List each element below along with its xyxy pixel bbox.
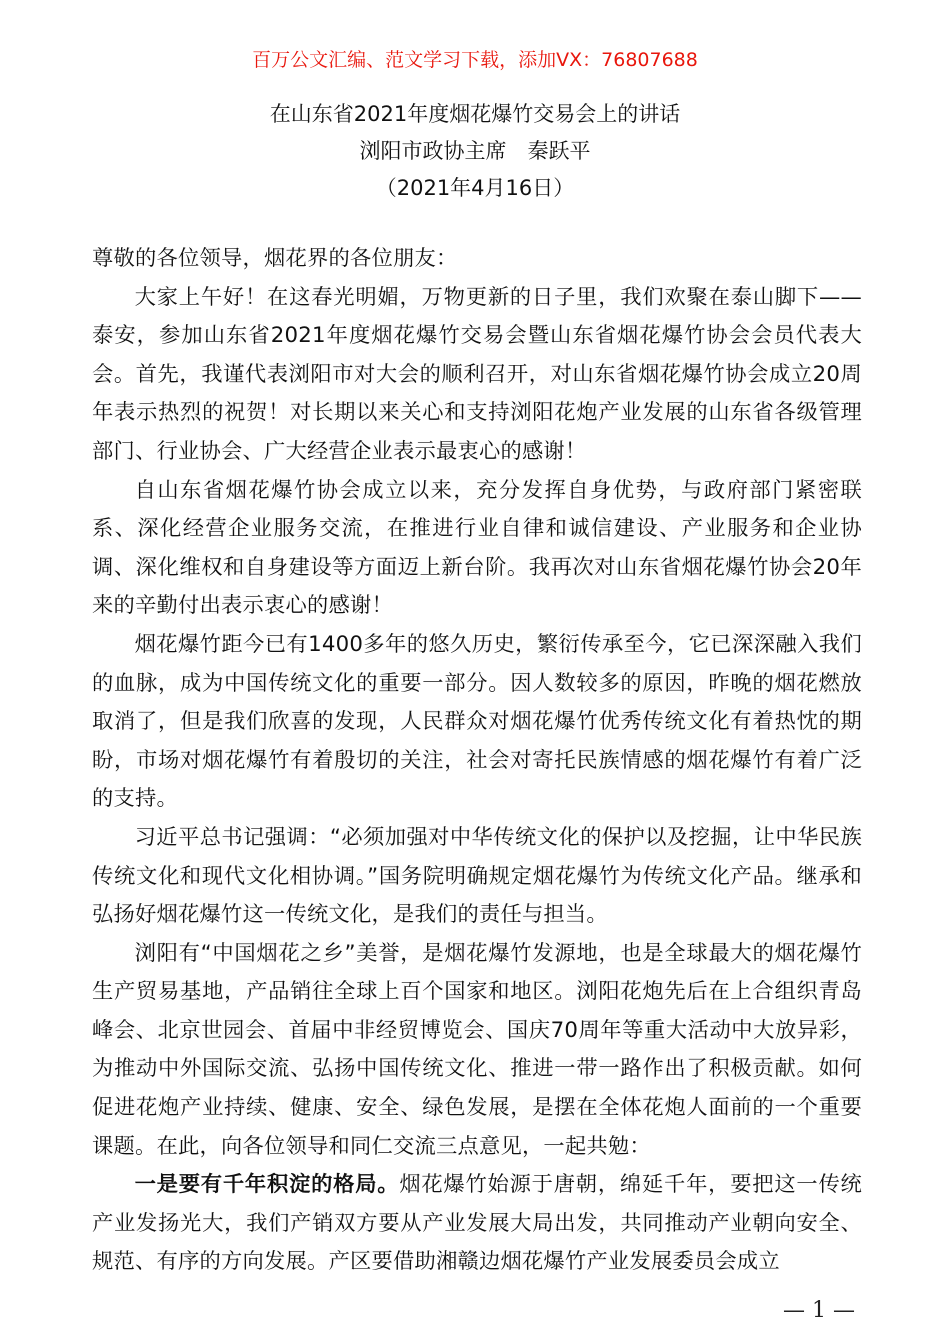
point-one-lead: 一是要有千年积淀的格局。	[134, 1172, 400, 1198]
document-date: （2021年4月16日）	[375, 176, 575, 200]
point-one-text: 烟花爆竹始源于唐朝，绵延千年，要把这一传统产业发扬光大，我们产销双方要从产业发展大局出发，共同推动产业朝向安全、规范、有序的方向发展。产区要借助湘赣边烟花爆竹产业发展委员会成立	[92, 1172, 862, 1275]
body-paragraph: 大家上午好！在这春光明媚，万物更新的日子里，我们欢聚在泰山脚下——泰安，参加山东省2021年度烟花爆竹交易会暨山东省烟花爆竹协会会员代表大会。首先，我谨代表浏阳市对大会的顺利召开，对山东省烟花爆竹协会成立20周年表示热烈的祝贺！对长期以来关心和支持浏阳花炮产业发展的山东省各级管理部门、行业协会、广大经营企业表示最衷心的感谢！	[92, 284, 862, 464]
watermark-banner: 百万公文汇编、范文学习下载，添加VX：76807688	[252, 49, 698, 71]
document-author: 浏阳市政协主席 秦跃平	[359, 139, 591, 163]
salutation: 尊敬的各位领导，烟花界的各位朋友：	[92, 246, 458, 271]
body-paragraph: 烟花爆竹距今已有1400多年的悠久历史，繁衍传承至今，它已深深融入我们的血脉，成为中国传统文化的重要一部分。因人数较多的原因，昨晚的烟花燃放取消了，但是我们欣喜的发现，人民群众对烟花爆竹优秀传统文化有着热忱的期盼，市场对烟花爆竹有着殷切的关注，社会对寄托民族情感的烟花爆竹有着广泛的支持。	[92, 631, 862, 812]
body-paragraph: 自山东省烟花爆竹协会成立以来，充分发挥自身优势，与政府部门紧密联系、深化经营企业服务交流，在推进行业自律和诚信建设、产业服务和企业协调、深化维权和自身建设等方面迈上新台阶。我再次对山东省烟花爆竹协会20年来的辛勤付出表示衷心的感谢！	[92, 477, 862, 619]
document-body	[92, 240, 862, 1282]
document-title: 在山东省2021年度烟花爆竹交易会上的讲话	[269, 102, 681, 126]
body-paragraph: 习近平总书记强调：“必须加强对中华传统文化的保护以及挖掘，让中华民族传统文化和现代文化相协调。”国务院明确规定烟花爆竹为传统文化产品。继承和弘扬好烟花爆竹这一传统文化，是我们的责任与担当。	[92, 824, 862, 928]
body-paragraph: 浏阳有“中国烟花之乡”美誉，是烟花爆竹发源地，也是全球最大的烟花爆竹生产贸易基地，产品销往全球上百个国家和地区。浏阳花炮先后在上合组织青岛峰会、北京世园会、首届中非经贸博览会、国庆70周年等重大活动中大放异彩，为推动中外国际交流、弘扬中国传统文化、推进一带一路作出了积极贡献。如何促进花炮产业持续、健康、安全、绿色发展，是摆在全体花炮人面前的一个重要课题。在此，向各位领导和同仁交流三点意见，一起共勉：	[92, 940, 862, 1159]
page-number: — 1 —	[783, 1298, 855, 1323]
point-one-paragraph	[92, 1166, 862, 1282]
